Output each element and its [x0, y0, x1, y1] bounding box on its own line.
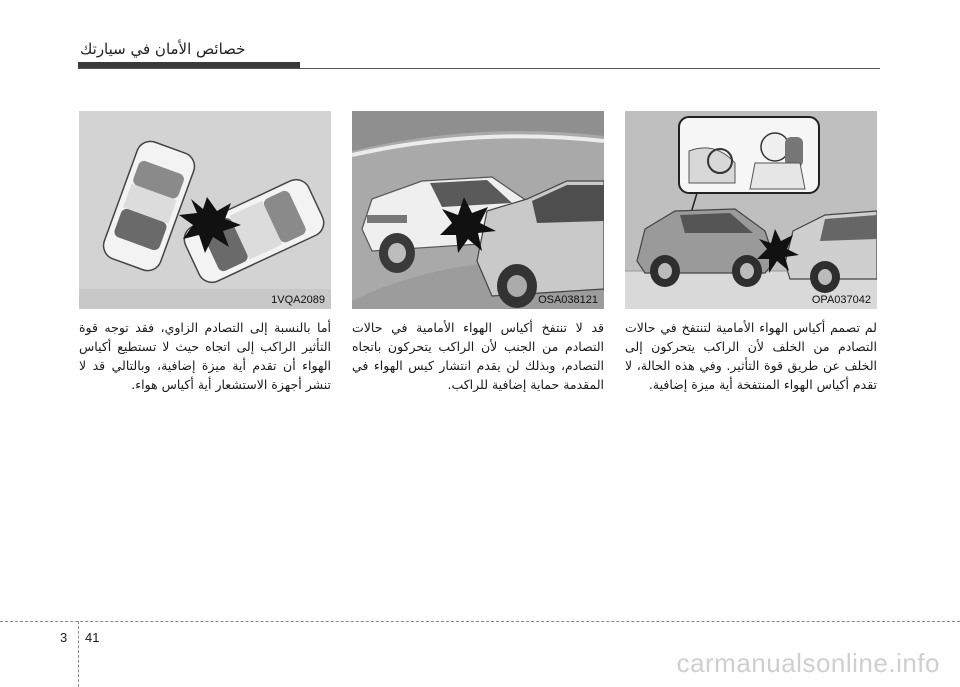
- illustration-side-collision: [352, 111, 604, 309]
- footer-vertical-divider: [78, 621, 79, 687]
- caption-side-collision: قد لا تنتفخ أكياس الهواء الأمامية في حالات التصادم من الجنب لأن الراكب يتحركون باتجاه التصادم، وبذلك لن يقدم انتشار كيس الهواء في المقدمة حماية إضافية للراكب.: [352, 320, 604, 392]
- watermark-text: carmanualsonline.info: [676, 648, 940, 678]
- illustration-angle-collision: [79, 111, 331, 309]
- footer-divider: [0, 621, 960, 622]
- chapter-number: 3: [60, 630, 68, 645]
- title-underline-thin: [78, 68, 880, 69]
- angle-collision-drawing: [79, 111, 331, 309]
- section-title: خصائص الأمان في سيارتك: [80, 40, 246, 58]
- figure-code: 1VQA2089: [271, 294, 325, 306]
- caption-rear-collision: لم تصمم أكياس الهواء الأمامية لتنتفخ في حالات التصادم من الخلف لأن الراكب يتحركون إلى الخلف عن طريق قوة التأثير. وفي هذه الحالة، لا تقدم أكياس الهواء المنتفخة أية ميزة إضافية.: [625, 320, 877, 392]
- side-collision-drawing: [352, 111, 604, 309]
- figure-code: OPA037042: [811, 294, 871, 306]
- illustration-rear-collision: [625, 111, 877, 309]
- page-number: 41: [85, 630, 100, 645]
- figure-code: OSA038121: [538, 294, 598, 306]
- rear-collision-drawing: [625, 111, 877, 309]
- caption-angle-collision: أما بالنسبة إلى التصادم الزاوي، فقد توجه قوة التأثير الراكب إلى اتجاه حيث لا تستطيع أكياس الهواء أن تقدم أية ميزة إضافية، وبالتالي قد لا تنشر أجهزة الاستشعار أية أكياس هواء.: [79, 320, 331, 392]
- inset-driver-scene: [679, 117, 819, 193]
